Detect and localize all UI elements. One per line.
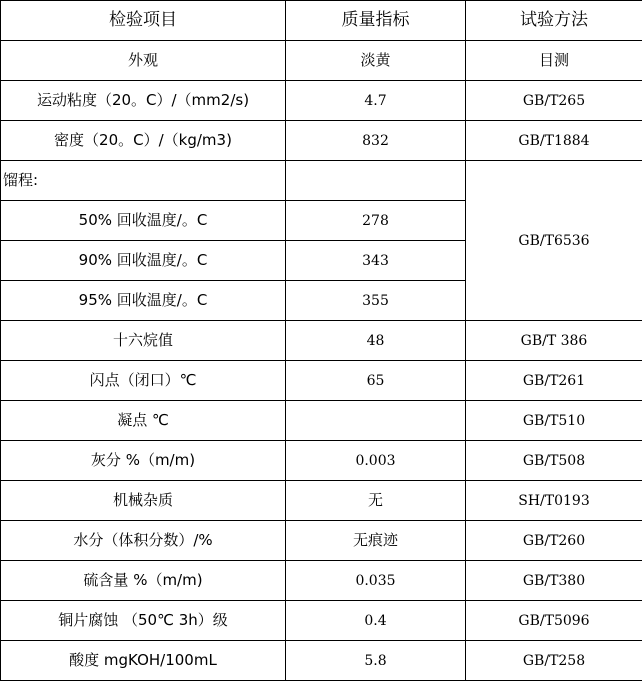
row-flashpoint-spec: 65	[286, 361, 466, 401]
table-row	[1, 601, 642, 641]
table-row	[1, 401, 642, 441]
row-cetane-spec: 48	[286, 321, 466, 361]
row-density-method: GB/T1884	[466, 121, 642, 161]
row-pourpoint-method: GB/T510	[466, 401, 642, 441]
distillation-50-item: 50% 回收温度/。C	[1, 201, 286, 241]
table-row	[1, 481, 642, 521]
table-row	[1, 361, 642, 401]
row-ash-item: 灰分 %（m/m)	[1, 441, 286, 481]
row-density-spec: 832	[286, 121, 466, 161]
row-appearance-method: 目测	[466, 41, 642, 81]
row-ash-spec: 0.003	[286, 441, 466, 481]
table-row	[1, 321, 642, 361]
row-flashpoint-method: GB/T261	[466, 361, 642, 401]
row-acidity-method: GB/T258	[466, 641, 642, 681]
row-cetane-method: GB/T 386	[466, 321, 642, 361]
row-impurities-spec: 无	[286, 481, 466, 521]
row-flashpoint-item: 闪点（闭口）℃	[1, 361, 286, 401]
distillation-label: 馏程:	[1, 161, 286, 201]
row-sulfur-method: GB/T380	[466, 561, 642, 601]
header-method: 试验方法	[466, 1, 642, 41]
row-impurities-method: SH/T0193	[466, 481, 642, 521]
row-copper-item: 铜片腐蚀 （50℃ 3h）级	[1, 601, 286, 641]
row-water-item: 水分（体积分数）/%	[1, 521, 286, 561]
row-pourpoint-item: 凝点 ℃	[1, 401, 286, 441]
row-appearance-spec: 淡黄	[286, 41, 466, 81]
distillation-label-spec	[286, 161, 466, 201]
row-water-spec: 无痕迹	[286, 521, 466, 561]
row-density-item: 密度（20。C）/（kg/m3)	[1, 121, 286, 161]
row-viscosity-item: 运动粘度（20。C）/（mm2/s)	[1, 81, 286, 121]
header-spec: 质量指标	[286, 1, 466, 41]
row-copper-spec: 0.4	[286, 601, 466, 641]
row-copper-method: GB/T5096	[466, 601, 642, 641]
row-sulfur-spec: 0.035	[286, 561, 466, 601]
distillation-90-spec: 343	[286, 241, 466, 281]
row-acidity-spec: 5.8	[286, 641, 466, 681]
row-pourpoint-spec	[286, 401, 466, 441]
row-viscosity-method: GB/T265	[466, 81, 642, 121]
header-item: 检验项目	[1, 1, 286, 41]
distillation-90-item: 90% 回收温度/。C	[1, 241, 286, 281]
row-cetane-item: 十六烷值	[1, 321, 286, 361]
row-sulfur-item: 硫含量 %（m/m)	[1, 561, 286, 601]
table-row	[1, 41, 642, 81]
distillation-50-spec: 278	[286, 201, 466, 241]
row-ash-method: GB/T508	[466, 441, 642, 481]
table-row	[1, 121, 642, 161]
distillation-label-row	[1, 161, 642, 201]
table-row	[1, 561, 642, 601]
row-acidity-item: 酸度 mgKOH/100mL	[1, 641, 286, 681]
row-water-method: GB/T260	[466, 521, 642, 561]
table-row	[1, 81, 642, 121]
distillation-95-spec: 355	[286, 281, 466, 321]
table-row	[1, 521, 642, 561]
table-row	[1, 641, 642, 681]
row-viscosity-spec: 4.7	[286, 81, 466, 121]
table-row	[1, 441, 642, 481]
header-row	[1, 1, 642, 41]
distillation-95-item: 95% 回收温度/。C	[1, 281, 286, 321]
row-impurities-item: 机械杂质	[1, 481, 286, 521]
row-appearance-item: 外观	[1, 41, 286, 81]
distillation-method: GB/T6536	[466, 161, 642, 321]
